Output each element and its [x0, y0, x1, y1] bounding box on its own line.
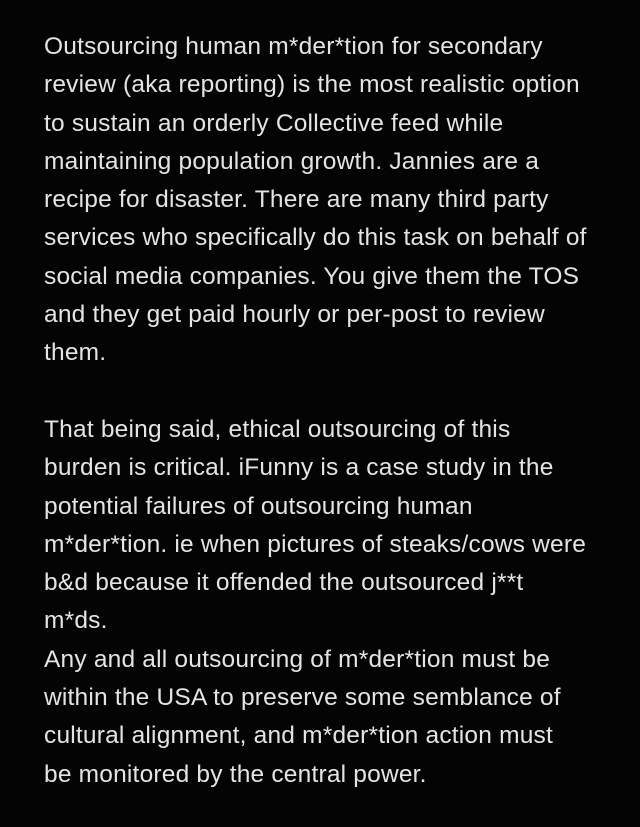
- text-line: That being said, ethical outsourcing of this: [44, 415, 511, 443]
- text-line: and they get paid hourly or per-post to review: [44, 301, 545, 329]
- blank-line: [44, 373, 606, 411]
- text-line: m*ds.: [44, 607, 108, 635]
- text-lines: [44, 28, 606, 794]
- text-line: cultural alignment, and m*der*tion action must: [44, 722, 553, 750]
- text-line: within the USA to preserve some semblance of: [44, 684, 561, 712]
- text-line: to sustain an orderly Collective feed while: [44, 109, 504, 137]
- text-line: maintaining population growth. Jannies are a: [44, 147, 540, 175]
- text-line: recipe for disaster. There are many third party: [44, 186, 549, 214]
- text-line: review (aka reporting) is the most realistic option: [44, 71, 580, 99]
- text-line: services who specifically do this task on behalf of: [44, 224, 587, 252]
- text-line: m*der*tion. ie when pictures of steaks/cows were: [44, 530, 587, 558]
- text-line: Outsourcing human m*der*tion for secondary: [44, 33, 543, 60]
- text-line: potential failures of outsourcing human: [44, 492, 473, 520]
- text-line: them.: [44, 339, 107, 367]
- text-line: social media companies. You give them the TOS: [44, 262, 580, 290]
- text-line: burden is critical. iFunny is a case study in the: [44, 454, 554, 482]
- text-line: b&d because it offended the outsourced j**t: [44, 569, 524, 597]
- text-line: Any and all outsourcing of m*der*tion must be: [44, 645, 551, 673]
- text-line: be monitored by the central power.: [44, 760, 427, 788]
